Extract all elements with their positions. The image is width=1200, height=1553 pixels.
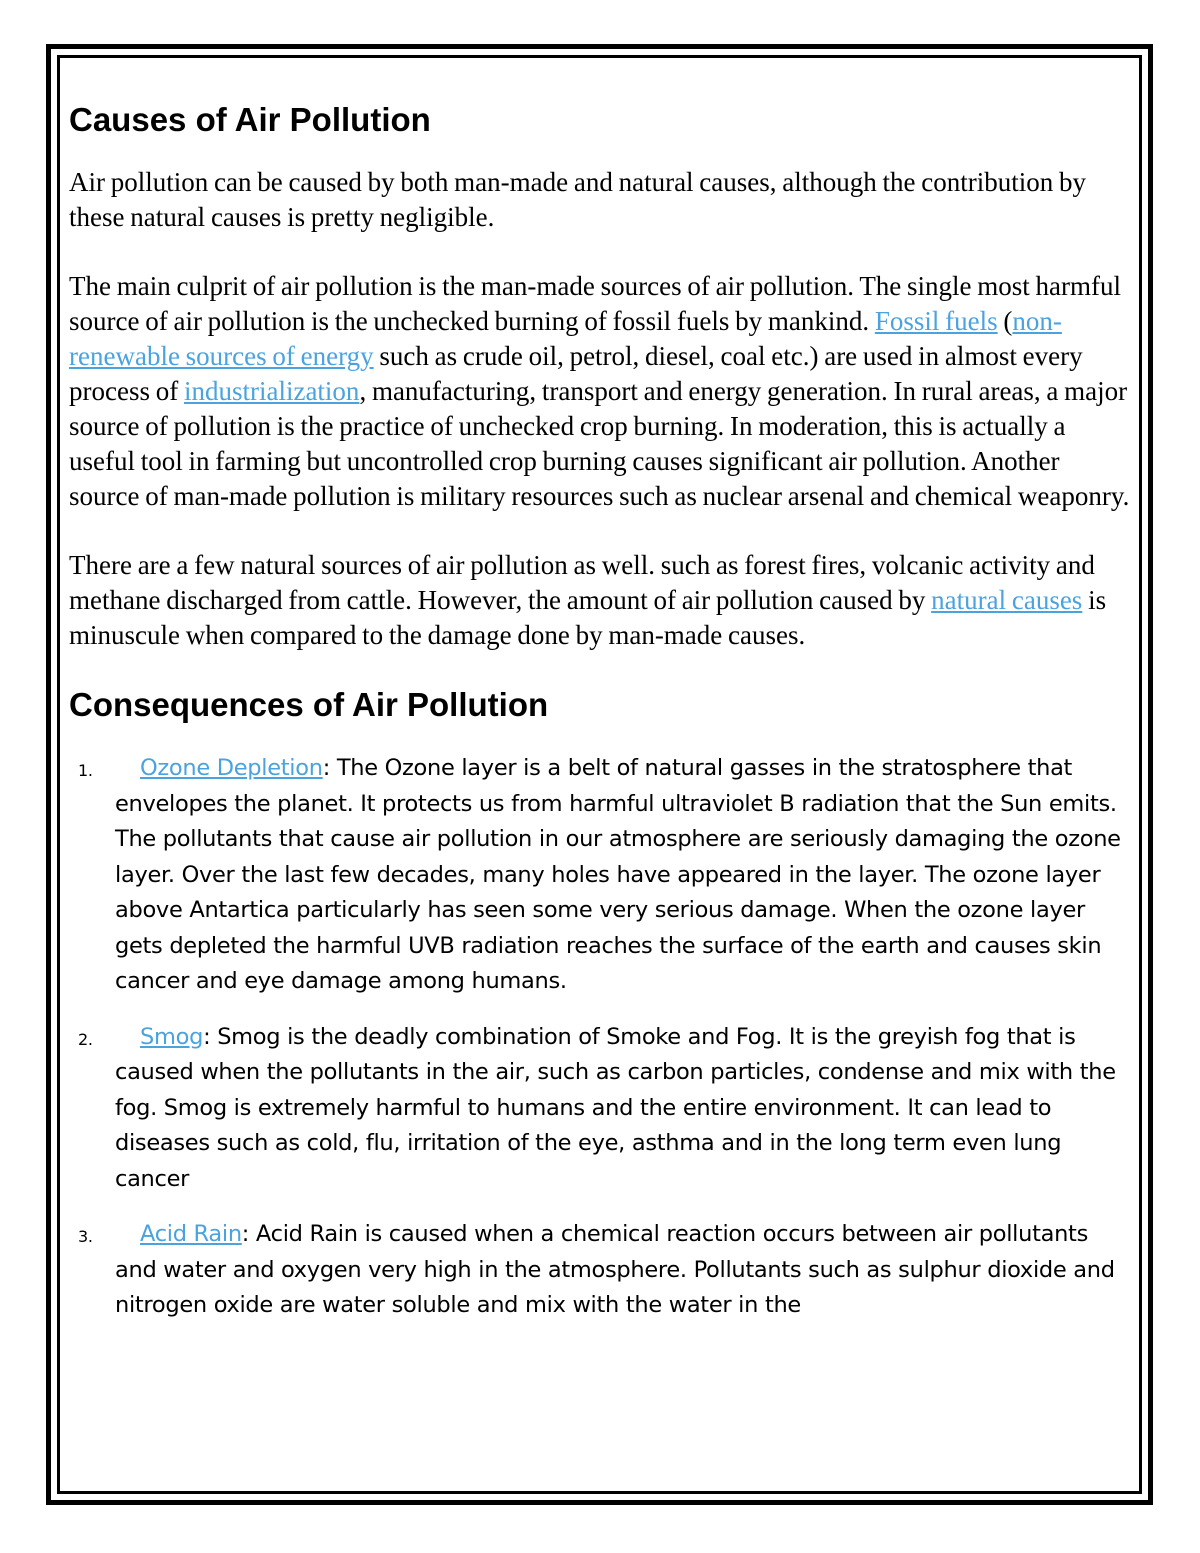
- list-item-text: : Acid Rain is caused when a chemical reaction occurs between air pollutants and water and oxygen very high in the atmosphere. Pollutants such as sulphur dioxide and nitrogen oxide are water soluble and mix with the water in the: [115, 1221, 1115, 1318]
- causes-paragraph-3: [69, 548, 1135, 653]
- causes-paragraph-2: [69, 269, 1135, 514]
- causes-p3-text-2: is minuscule when compared to the damage done by man-made causes.: [69, 585, 1107, 650]
- industrialization-link[interactable]: industrialization: [183, 376, 360, 406]
- causes-heading: Causes of Air Pollution: [69, 101, 431, 138]
- consequences-heading: Consequences of Air Pollution: [69, 686, 549, 723]
- consequences-list: [69, 751, 1135, 1324]
- fossil-fuels-link[interactable]: Fossil fuels: [874, 306, 998, 336]
- ozone-depletion-link[interactable]: Ozone Depletion: [140, 755, 323, 781]
- causes-p3-text-1: There are a few natural sources of air pollution as well. such as forest fires, volcanic activity and methane discharged from cattle. However, the amount of air pollution caused by: [69, 550, 1095, 615]
- list-item-text: : Smog is the deadly combination of Smoke and Fog. It is the greyish fog that is caused when the pollutants in the air, such as carbon particles, condense and mix with the fog. Smog is extremely harmful to humans and the entire environment. It can lead to diseases such as cold, flu, irritation of the eye, asthma and in the long term even lung cancer: [115, 1023, 1116, 1192]
- document-body: [69, 98, 1135, 1344]
- causes-paragraph-1: Air pollution can be caused by both man-made and natural causes, although the contribution by these natural causes is pretty negligible.: [69, 167, 1086, 232]
- causes-p2-text-3: such as crude oil, petrol, diesel, coal etc.) are used in almost every process of: [69, 341, 1083, 406]
- acid-rain-link[interactable]: Acid Rain: [140, 1221, 242, 1247]
- list-item: [69, 751, 1135, 1000]
- list-item-text: : The Ozone layer is a belt of natural gasses in the stratosphere that envelopes the planet. It protects us from harmful ultraviolet B radiation that the Sun emits. The pollutants that cause air pollution in our atmosphere are seriously damaging the ozone layer. Over the last few decades, many holes have appeared in the layer. The ozone layer above Antartica particularly has seen some very serious damage. When the ozone layer gets depleted the harmful UVB radiation reaches the surface of the earth and causes skin cancer and eye damage among humans.: [115, 755, 1121, 994]
- list-item: [69, 1020, 1135, 1198]
- causes-p2-text-1: The main culprit of air pollution is the man-made sources of air pollution. The single most harmful source of air pollution is the unchecked burning of fossil fuels by mankind.: [69, 271, 1122, 336]
- list-item: [69, 1217, 1135, 1324]
- causes-p2-text-4: , manufacturing, transport and energy generation. In rural areas, a major source of pollution is the practice of unchecked crop burning. In moderation, this is actually a useful tool in farming but uncontrolled crop burning causes significant air pollution. Another source of man-made pollution is military resources such as nuclear arsenal and chemical weaponry.: [69, 376, 1130, 511]
- smog-link[interactable]: Smog: [140, 1023, 204, 1050]
- list-item-number: 1.: [78, 761, 93, 780]
- natural-causes-link[interactable]: natural causes: [931, 585, 1083, 615]
- causes-p2-text-2: (: [997, 306, 1013, 336]
- non-renewable-energy-link[interactable]: non-renewable sources of energy: [69, 306, 1062, 371]
- list-item-number: 3.: [78, 1227, 93, 1246]
- list-item-number: 2.: [78, 1029, 93, 1049]
